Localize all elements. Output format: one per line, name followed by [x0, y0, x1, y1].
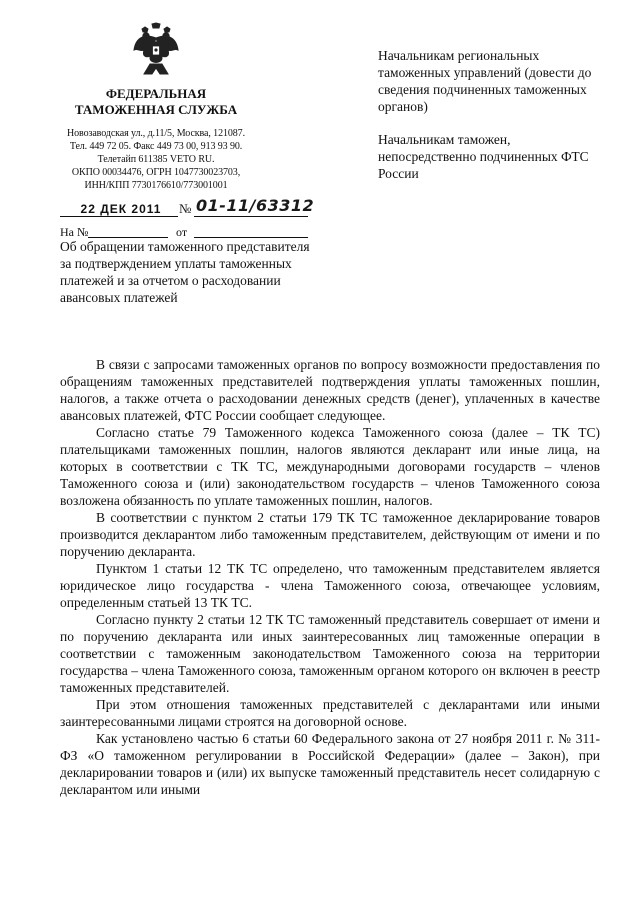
- body-paragraph: Согласно статье 79 Таможенного кодекса Таможенного союза (далее – ТК ТС) плательщиками таможенных пошлин, налогов являются декларант или иные лица, на которых в соответствии с ТК ТС, международными договорами государств – членов Таможенного союза и (или) законодательством государств – членов Таможенного союза возложена обязанность по уплате таможенных пошлин, налогов.: [60, 425, 600, 508]
- body-paragraph: При этом отношения таможенных представителей с декларантами или иными заинтересованными лицами строятся на договорной основе.: [60, 697, 600, 729]
- date-underline: [60, 216, 178, 217]
- contact-inn-kpp: ИНН/КПП 7730176610/773001001: [84, 180, 228, 191]
- ref-from-label: от: [176, 225, 188, 239]
- sender-organization: [66, 86, 246, 118]
- registration-date: 22 ДЕК 2011: [80, 202, 162, 216]
- contact-teletype: Телетайп 611385 VETO RU.: [97, 154, 215, 165]
- body-paragraph: В соответствии с пунктом 2 статьи 179 ТК ТС таможенное декларирование товаров производится декларантом либо таможенным представителем, действующим от имени и по поручению декларанта.: [60, 510, 600, 559]
- org-name-line1: ФЕДЕРАЛЬНАЯ: [105, 86, 207, 101]
- addressee-customs-heads: Начальникам таможен, непосредственно подчиненных ФТС России: [378, 132, 589, 181]
- contact-okpo-ogrn: ОКПО 00034476, ОГРН 1047730023703,: [71, 167, 241, 178]
- body-paragraph: Пунктом 1 статьи 12 ТК ТС определено, что таможенным представителем является юридическое лицо государства - члена Таможенного союза, отвечающее условиям, определенным статьей 13 ТК ТС.: [60, 561, 600, 610]
- registration-line: [60, 196, 315, 220]
- number-sign: №: [179, 201, 192, 216]
- org-name-line2: ТАМОЖЕННАЯ СЛУЖБА: [74, 102, 238, 117]
- letter-subject: Об обращении таможенного представителя за подтверждением уплаты таможенных платежей и за отчетом о расходовании авансовых платежей: [60, 239, 310, 305]
- number-underline: [194, 216, 308, 217]
- contact-phone-fax: Тел. 449 72 05. Факс 449 73 00, 913 93 90.: [69, 141, 243, 152]
- sender-contacts: [60, 127, 252, 192]
- body-paragraph: В связи с запросами таможенных органов по вопросу возможности предоставления по обращениям таможенных представителей подтверждения уплаты таможенных пошлин, налогов, а также отчета о расходовании денежных средств (денег), уплаченных в качестве авансовых платежей, ФТС России сообщает следующее.: [60, 357, 600, 423]
- ref-number-label: На №: [60, 225, 89, 239]
- state-emblem-icon: [132, 22, 180, 80]
- addressee-regional-departments: Начальникам региональных таможенных управлений (довести до сведения подчиненных таможенных органов): [378, 48, 592, 114]
- body-paragraph: Как установлено частью 6 статьи 60 Федерального закона от 27 ноября 2011 г. № 311-ФЗ «О таможенном регулировании в Российской Федерации» (далее – Закон), при декларировании товаров и (или) их выпуске таможенный представитель несет солидарную с декларантом или иными: [60, 731, 600, 797]
- letter-body: [60, 356, 600, 798]
- addressees: [378, 47, 608, 198]
- body-paragraph: Согласно пункту 2 статьи 12 ТК ТС таможенный представитель совершает от имени и по поручению декларанта или иных заинтересованных лиц таможенные операции в соответствии с таможенным законодательством Таможенного союза на территории государства – члена Таможенного союза, таможенным органом которого он включен в реестр таможенных представителей.: [60, 612, 600, 695]
- contact-address: Новозаводская ул., д.11/5, Москва, 121087.: [67, 128, 245, 139]
- registration-number: 01-11/63312: [196, 196, 315, 215]
